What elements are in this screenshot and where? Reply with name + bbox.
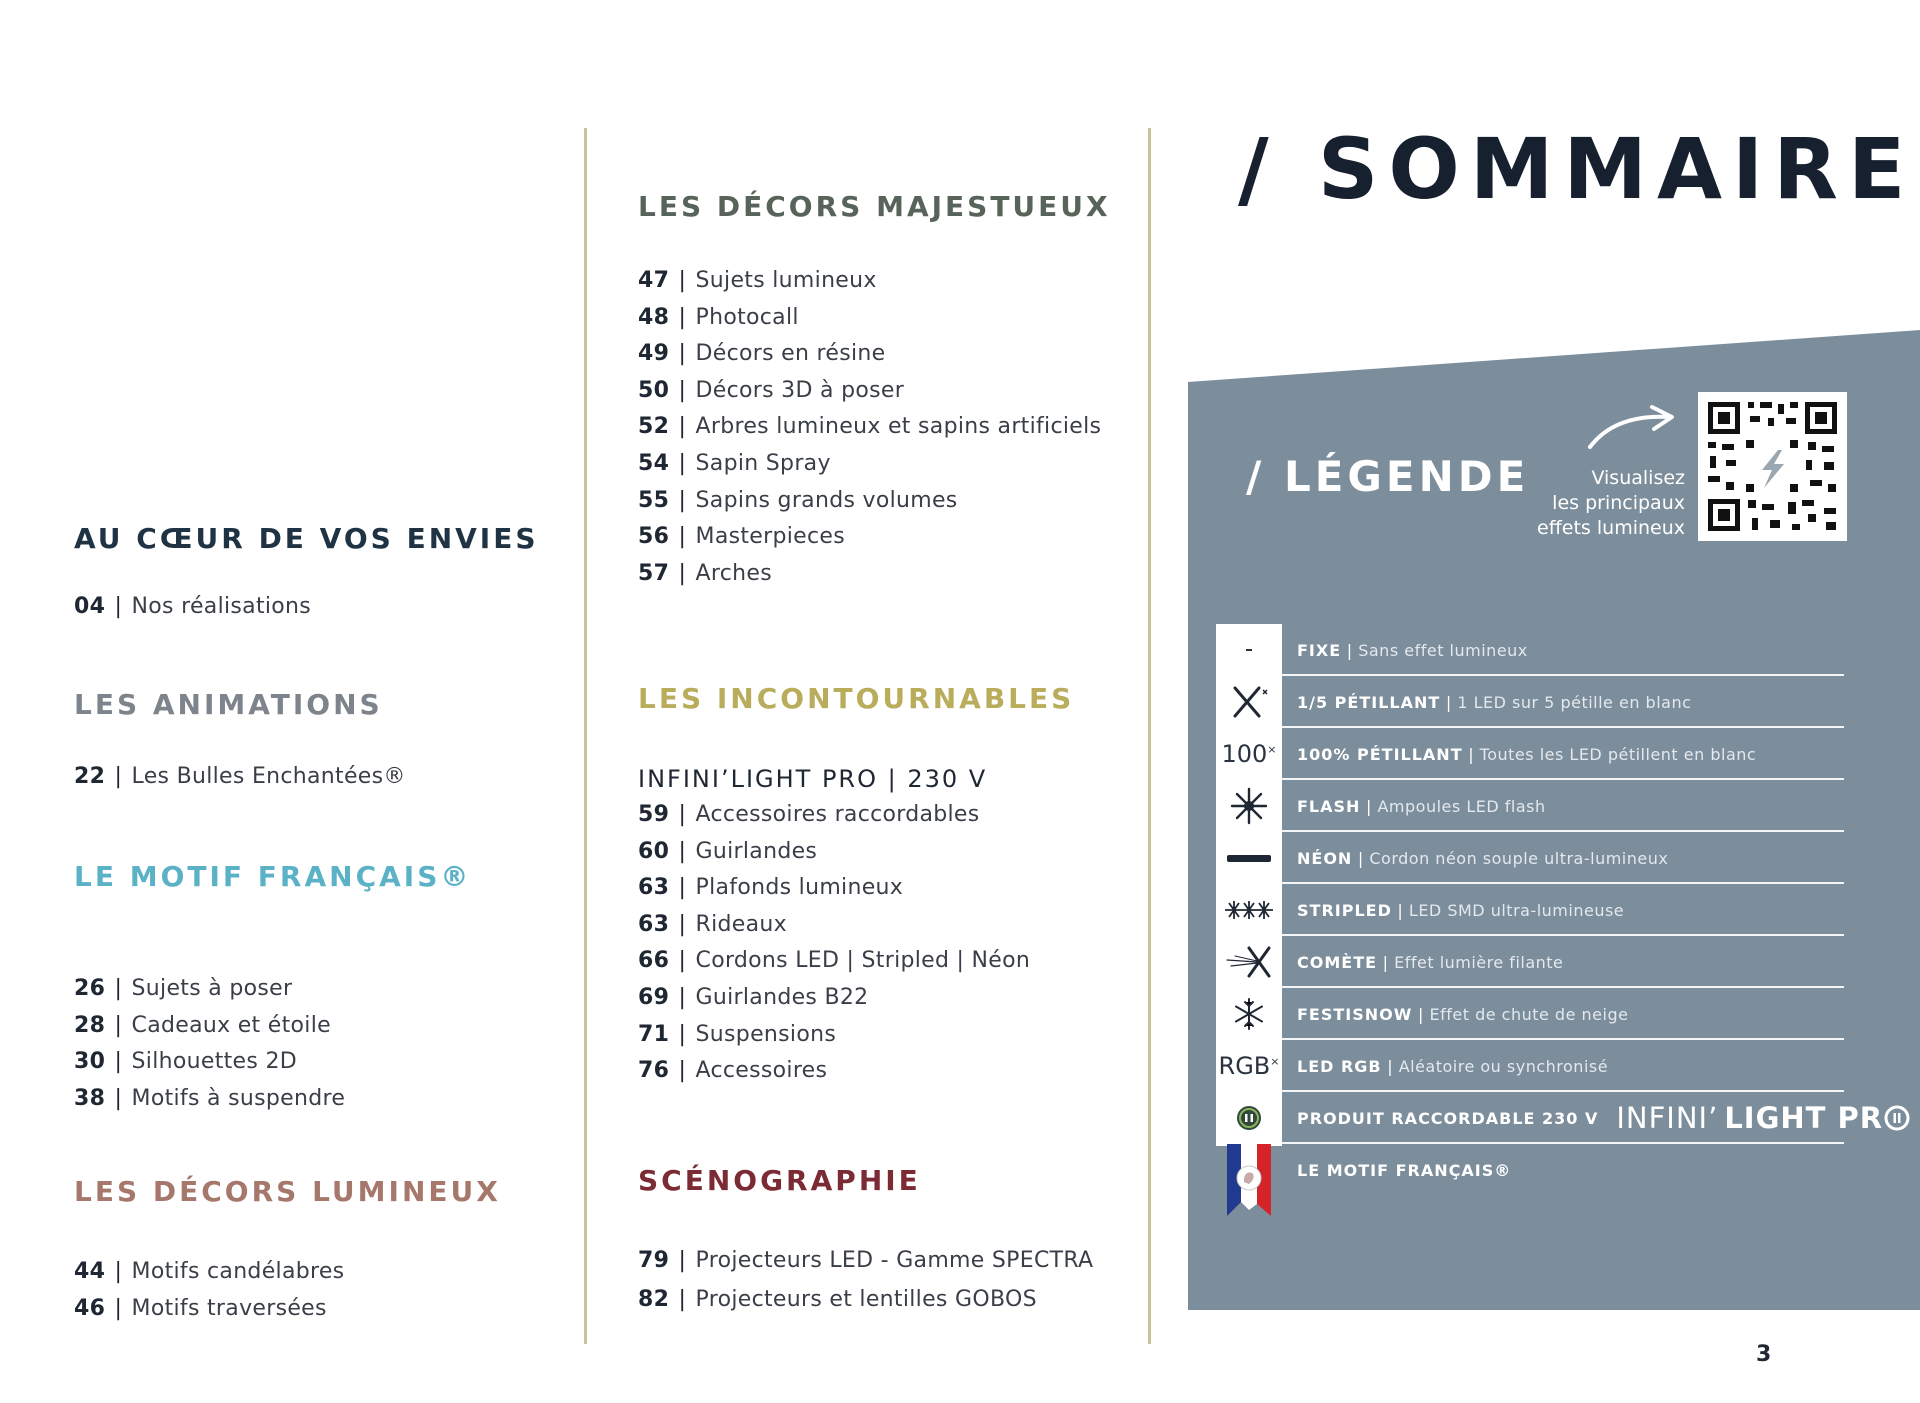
toc-entry[interactable]: 38 | Motifs à suspendre (74, 1085, 346, 1111)
entry-list (74, 1254, 501, 1327)
legend-label: 100% PÉTILLANT (1297, 744, 1463, 764)
sparkle-x-icon (1216, 676, 1282, 728)
page-number-ref: 22 (74, 764, 106, 789)
toc-entry[interactable]: 56 | Masterpieces (638, 524, 845, 550)
legend-row-fixe: FIXE | Sans effet lumineux (1216, 624, 1844, 676)
section-motif-francais (74, 860, 471, 1117)
page-number-ref: 04 (74, 594, 106, 619)
section-title: LES ANIMATIONS (74, 688, 383, 721)
section-animations (74, 688, 406, 796)
entry-label: Accessoires (695, 1058, 828, 1084)
page-number-ref: 30 (74, 1049, 106, 1075)
entry-label: Décors en résine (695, 341, 886, 367)
entry-label: Photocall (695, 304, 799, 330)
entry-label: Projecteurs et lentilles GOBOS (695, 1287, 1037, 1312)
section-title: SCÉNOGRAPHIE (638, 1164, 921, 1197)
legend-row-neon: NÉON | Cordon néon souple ultra-lumineux (1216, 832, 1844, 884)
page-number-ref: 71 (638, 1021, 670, 1047)
legend-desc: Ampoules LED flash (1377, 796, 1546, 816)
entry-label: Rideaux (695, 911, 787, 937)
stripled-icon (1216, 884, 1282, 936)
legend-desc: Aléatoire ou synchronisé (1398, 1056, 1609, 1076)
toc-entry[interactable]: 50 | Décors 3D à poser (638, 377, 905, 403)
entry-label: Suspensions (695, 1021, 837, 1047)
toc-entry[interactable]: 63 | Rideaux (638, 911, 787, 937)
toc-entry[interactable]: 52 | Arbres lumineux et sapins artificiels (638, 414, 1102, 440)
french-flag-ribbon-icon (1216, 1144, 1282, 1216)
plug-o-icon (1883, 1104, 1911, 1132)
legend-row-flash: FLASH | Ampoules LED flash (1216, 780, 1844, 832)
legend-row-festisnow: FESTISNOW | Effet de chute de neige (1216, 988, 1844, 1040)
page-number-ref: 56 (638, 524, 670, 550)
entry-label: Guirlandes (695, 838, 818, 864)
section-title: LES DÉCORS LUMINEUX (74, 1175, 501, 1208)
page-number-ref: 60 (638, 838, 670, 864)
page-number-ref: 49 (638, 341, 670, 367)
snowflake-icon (1216, 988, 1282, 1040)
entry-label: Les Bulles Enchantées® (131, 764, 406, 789)
entry-label: Cadeaux et étoile (131, 1012, 331, 1038)
entry-label: Motifs à suspendre (131, 1085, 346, 1111)
toc-entry[interactable]: 28 | Cadeaux et étoile (74, 1012, 331, 1038)
entry-label: Nos réalisations (131, 594, 312, 619)
legend-desc: LED SMD ultra-lumineuse (1408, 900, 1625, 920)
page-number-ref: 52 (638, 414, 670, 440)
toc-entry[interactable]: 55 | Sapins grands volumes (638, 487, 958, 513)
curved-arrow-icon (1586, 405, 1678, 451)
legend-label: FIXE (1297, 640, 1342, 660)
page-number-ref: 50 (638, 377, 670, 403)
entry-label: Plafonds lumineux (695, 875, 904, 901)
page-number-ref: 44 (74, 1259, 106, 1284)
entry-label: Projecteurs LED - Gamme SPECTRA (695, 1248, 1094, 1273)
toc-entry[interactable]: 66 | Cordons LED | Stripled | Néon (638, 948, 1031, 974)
entry-list (74, 589, 539, 626)
column-divider-right (1148, 128, 1151, 1344)
entry-label: Sapins grands volumes (695, 487, 958, 513)
legend-label: NÉON (1297, 848, 1353, 868)
page-number-ref: 63 (638, 911, 670, 937)
page-number-ref: 26 (74, 976, 106, 1001)
page-number-ref: 28 (74, 1012, 106, 1038)
entry-label: Guirlandes B22 (695, 984, 869, 1010)
legend-label: PRODUIT RACCORDABLE 230 V (1297, 1108, 1599, 1128)
entry-list (74, 971, 471, 1117)
toc-entry[interactable]: 63 | Plafonds lumineux (638, 875, 904, 901)
legend-desc: 1 LED sur 5 pétille en blanc (1457, 692, 1692, 712)
page-number-ref: 55 (638, 487, 670, 513)
legend-desc: Cordon néon souple ultra-lumineux (1369, 848, 1669, 868)
page-title: / SOMMAIRE (1238, 120, 1916, 218)
toc-entry[interactable]: 82 | Projecteurs et lentilles GOBOS (638, 1287, 1037, 1312)
flash-star-icon (1216, 780, 1282, 832)
toc-entry[interactable]: 30 | Silhouettes 2D (74, 1049, 297, 1075)
legend-desc: Sans effet lumineux (1358, 640, 1528, 660)
section-title: LE MOTIF FRANÇAIS® (74, 860, 472, 893)
entry-label: Arches (695, 560, 772, 586)
toc-entry[interactable]: 57 | Arches (638, 560, 772, 586)
page-number-ref: 66 (638, 948, 670, 974)
qr-caption-line: les principaux (1552, 492, 1685, 514)
neon-bar-icon (1216, 832, 1282, 884)
legend-row-motif-francais (1216, 1144, 1844, 1196)
brand-part: LIGHT PR (1724, 1101, 1884, 1135)
section-decors-majestueux (638, 190, 1111, 592)
entry-label: Masterpieces (695, 524, 845, 550)
entry-list (638, 263, 1111, 592)
qr-caption-line: Visualisez (1591, 467, 1685, 489)
toc-entry[interactable]: 49 | Décors en résine (638, 341, 886, 367)
entry-label: Motifs traversées (131, 1295, 327, 1321)
legend-label: LED RGB (1297, 1056, 1382, 1076)
page-number-ref: 46 (74, 1295, 106, 1321)
toc-entry[interactable]: 60 | Guirlandes (638, 838, 818, 864)
page-number-ref: 54 (638, 450, 670, 476)
entry-label: Silhouettes 2D (131, 1049, 297, 1075)
toc-entry[interactable]: 54 | Sapin Spray (638, 450, 831, 476)
rgb-icon: RGB× (1218, 1052, 1280, 1080)
legend-row-100-petillant: 100× 100% PÉTILLANT | Toutes les LED pétillent en blanc (1216, 728, 1844, 780)
entry-label: Motifs candélabres (131, 1259, 345, 1284)
comet-icon (1216, 936, 1282, 988)
legend-label: 1/5 PÉTILLANT (1297, 692, 1441, 712)
legend-title: / LÉGENDE (1246, 452, 1530, 501)
legend-row-led-rgb: RGB× LED RGB | Aléatoire ou synchronisé (1216, 1040, 1844, 1092)
page-number-ref: 76 (638, 1058, 670, 1084)
section-incontournables (638, 682, 1074, 1090)
toc-entry[interactable]: 48 | Photocall (638, 304, 799, 330)
qr-code-icon (1698, 392, 1847, 541)
toc-entry[interactable]: 04 | Nos réalisations (74, 594, 312, 619)
toc-entry[interactable]: 79 | Projecteurs LED - Gamme SPECTRA (638, 1248, 1094, 1273)
qr-caption (1520, 466, 1685, 541)
entry-label: Arbres lumineux et sapins artificiels (695, 414, 1102, 440)
page-number-ref: 38 (74, 1085, 106, 1111)
toc-entry[interactable]: 71 | Suspensions (638, 1021, 837, 1047)
legend-desc: Effet lumière filante (1394, 952, 1564, 972)
plug-icon (1216, 1092, 1282, 1144)
page-number-ref: 63 (638, 875, 670, 901)
page-number-ref: 48 (638, 304, 670, 330)
entry-list (638, 797, 1074, 1090)
legend-label: FESTISNOW (1297, 1004, 1413, 1024)
product-line-subheading: INFINI’LIGHT PRO | 230 V (638, 765, 988, 793)
entry-label: Sapin Spray (695, 450, 831, 476)
legend-label: STRIPLED (1297, 900, 1392, 920)
entry-label: Sujets à poser (131, 976, 293, 1001)
legend-row-raccordable (1216, 1092, 1884, 1144)
brand-part: INFINI’ (1616, 1101, 1719, 1135)
page-number-ref: 79 (638, 1248, 670, 1273)
qr-code[interactable] (1698, 392, 1847, 541)
entry-label: Décors 3D à poser (695, 377, 905, 403)
entry-list (74, 759, 406, 796)
legend-label: COMÈTE (1297, 952, 1378, 972)
toc-entry[interactable]: 76 | Accessoires (638, 1058, 828, 1084)
entry-label: Accessoires raccordables (695, 802, 980, 827)
infini-light-pro-logo (1616, 1101, 1911, 1135)
toc-entry[interactable]: 22 | Les Bulles Enchantées® (74, 764, 406, 789)
toc-entry[interactable]: 26 | Sujets à poser (74, 976, 293, 1001)
page-number: 3 (1756, 1342, 1772, 1367)
column-divider-left (584, 128, 587, 1344)
toc-entry[interactable]: 47 | Sujets lumineux (638, 268, 877, 293)
legend-row-1-5-petillant: 1/5 PÉTILLANT | 1 LED sur 5 pétille en blanc (1216, 676, 1844, 728)
toc-entry[interactable]: 46 | Motifs traversées (74, 1295, 327, 1321)
section-title: LES INCONTOURNABLES (638, 682, 1075, 715)
legend-label: FLASH (1297, 796, 1361, 816)
hundred-icon: 100× (1221, 740, 1277, 768)
toc-entry[interactable]: 59 | Accessoires raccordables (638, 802, 980, 827)
toc-entry[interactable]: 44 | Motifs candélabres (74, 1259, 345, 1284)
toc-entry[interactable]: 69 | Guirlandes B22 (638, 984, 869, 1010)
section-scenographie (638, 1164, 1093, 1319)
section-title: AU CŒUR DE VOS ENVIES (74, 522, 539, 555)
legend-row-stripled: STRIPLED | LED SMD ultra-lumineuse (1216, 884, 1844, 936)
legend-label: LE MOTIF FRANÇAIS® (1297, 1160, 1512, 1180)
legend-desc: Effet de chute de neige (1429, 1004, 1629, 1024)
section-coeur (74, 522, 539, 626)
page-number-ref: 69 (638, 984, 670, 1010)
qr-caption-line: effets lumineux (1537, 517, 1685, 539)
page-number-ref: 57 (638, 560, 670, 586)
dash-icon (1216, 624, 1282, 676)
page-number-ref: 82 (638, 1287, 670, 1312)
page-number-ref: 47 (638, 268, 670, 293)
entry-label: Sujets lumineux (695, 268, 877, 293)
entry-label: Cordons LED | Stripled | Néon (695, 948, 1031, 974)
legend-desc: Toutes les LED pétillent en blanc (1479, 744, 1757, 764)
legend-row-comete: COMÈTE | Effet lumière filante (1216, 936, 1844, 988)
entry-list (638, 1241, 1093, 1319)
section-title: LES DÉCORS MAJESTUEUX (638, 190, 1111, 223)
page-number-ref: 59 (638, 802, 670, 827)
section-decors-lumineux (74, 1175, 501, 1327)
